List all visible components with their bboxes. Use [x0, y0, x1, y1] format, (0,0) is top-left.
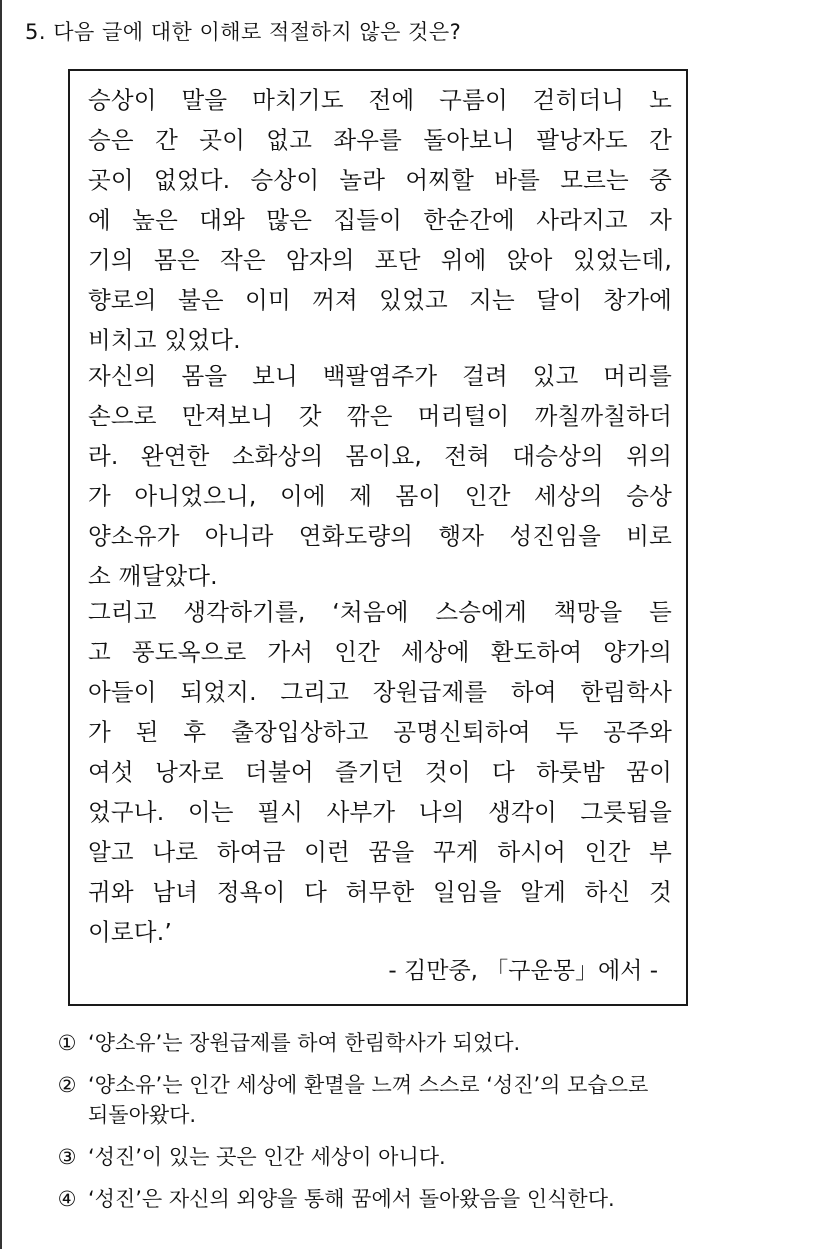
passage-line: 기의 몸은 작은 암자의 포단 위에 앉아 있었는데,: [88, 246, 672, 274]
passage-line: 라. 완연한 소화상의 몸이요, 전혀 대승상의 위의: [88, 442, 672, 470]
question-title: 5. 다음 글에 대한 이해로 적절하지 않은 것은?: [25, 20, 462, 44]
choice-number: ④: [57, 1187, 77, 1211]
choice-number: ②: [57, 1073, 77, 1097]
passage-line: 었구나. 이는 필시 사부가 나의 생각이 그릇됨을: [88, 798, 672, 826]
passage-line: 여섯 낭자로 더불어 즐기던 것이 다 하룻밤 꿈이: [88, 758, 672, 786]
passage-line: 이로다.’: [88, 918, 173, 946]
answer-choice-3[interactable]: [52, 1142, 752, 1172]
passage-line: 가 된 후 출장입상하고 공명신퇴하여 두 공주와: [88, 718, 672, 746]
passage-line: 자신의 몸을 보니 백팔염주가 걸려 있고 머리를: [88, 362, 672, 390]
choice-text: ‘성진’이 있는 곳은 인간 세상이 아니다.: [88, 1145, 446, 1169]
choice-text: ‘성진’은 자신의 외양을 통해 꿈에서 돌아왔음을 인식한다.: [88, 1187, 615, 1211]
passage-box: [68, 69, 688, 1006]
passage-paragraph-3: [88, 592, 672, 952]
passage-line: 고 풍도옥으로 가서 인간 세상에 환도하여 양가의: [88, 638, 672, 666]
passage-line: 양소유가 아니라 연화도량의 행자 성진임을 비로: [88, 522, 672, 550]
passage-source: - 김만중, 「구운몽」에서 -: [388, 958, 658, 984]
passage-line: 아들이 되었지. 그리고 장원급제를 하여 한림학사: [88, 678, 672, 706]
passage-line: 승상이 말을 마치기도 전에 구름이 걷히더니 노: [88, 86, 672, 114]
passage-line: 귀와 남녀 정욕이 다 허무한 일임을 알게 하신 것: [88, 878, 672, 906]
passage-line: 에 높은 대와 많은 집들이 한순간에 사라지고 자: [88, 206, 672, 234]
passage-line: 손으로 만져보니 갓 깎은 머리털이 까칠까칠하더: [88, 402, 672, 430]
passage-line: 그리고 생각하기를, ‘처음에 스승에게 책망을 듣: [88, 598, 672, 626]
choice-text: ‘양소유’는 장원급제를 하여 한림학사가 되었다.: [88, 1031, 521, 1055]
choice-number: ③: [57, 1145, 77, 1169]
choice-text: ‘양소유’는 인간 세상에 환멸을 느껴 스스로 ‘성진’의 모습으로 되돌아왔다.: [88, 1073, 649, 1127]
passage-line: 향로의 불은 이미 꺼져 있었고 지는 달이 창가에: [88, 286, 672, 314]
passage-line: 가 아니었으니, 이에 제 몸이 인간 세상의 승상: [88, 482, 672, 510]
passage-paragraph-2: [88, 356, 672, 596]
answer-choice-2[interactable]: [52, 1070, 752, 1130]
passage-line: 비치고 있었다.: [88, 326, 241, 354]
passage-line: 승은 간 곳이 없고 좌우를 돌아보니 팔낭자도 간: [88, 126, 672, 154]
answer-choice-4[interactable]: [52, 1184, 752, 1214]
choice-number: ①: [57, 1031, 77, 1055]
passage-line: 곳이 없었다. 승상이 놀라 어찌할 바를 모르는 중: [88, 166, 672, 194]
answer-choice-1[interactable]: [52, 1028, 752, 1058]
passage-paragraph-1: [88, 80, 672, 360]
page-left-border: [0, 0, 2, 1249]
passage-line: 알고 나로 하여금 이런 꿈을 꾸게 하시어 인간 부: [88, 838, 672, 866]
answer-choices: [52, 1028, 752, 1226]
passage-line: 소 깨달았다.: [88, 562, 218, 590]
